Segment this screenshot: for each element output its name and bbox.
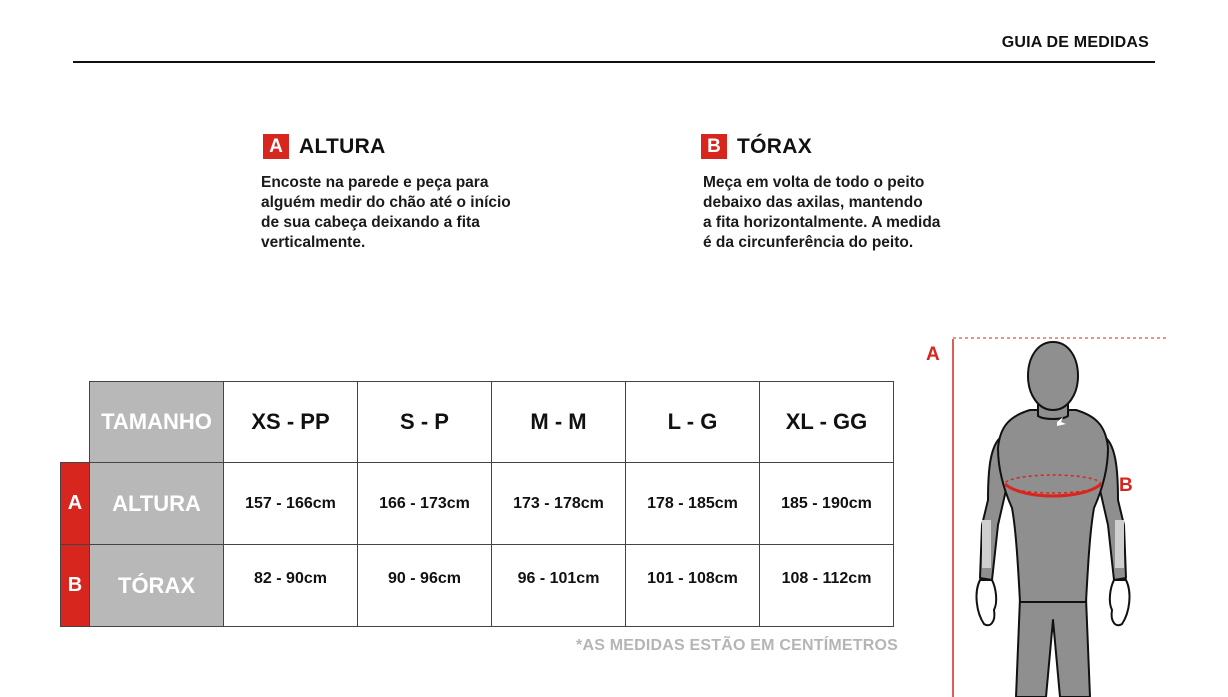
- chest-badge: B: [701, 134, 727, 159]
- units-footnote: *AS MEDIDAS ESTÃO EM CENTÍMETROS: [576, 637, 898, 654]
- section-height: [263, 134, 511, 253]
- table-cell: 185 - 190cm: [760, 463, 894, 545]
- table-cell: 90 - 96cm: [358, 545, 492, 627]
- row-label: ALTURA: [90, 463, 224, 545]
- row-letter: A: [61, 463, 90, 545]
- size-column-header: XL - GG: [760, 382, 894, 463]
- header-divider: [73, 61, 1155, 63]
- suit-silhouette: [980, 342, 1126, 697]
- table-cell: 96 - 101cm: [492, 545, 626, 627]
- sleeve-logo-left: [982, 520, 991, 568]
- table-row-height: [61, 463, 894, 545]
- table-corner: [61, 382, 90, 463]
- size-column-header: XS - PP: [224, 382, 358, 463]
- table-cell: 108 - 112cm: [760, 545, 894, 627]
- size-column-header: L - G: [626, 382, 760, 463]
- table-cell: 82 - 90cm: [224, 545, 358, 627]
- size-header-label: TAMANHO: [90, 382, 224, 463]
- row-label: TÓRAX: [90, 545, 224, 627]
- size-table: [60, 381, 894, 627]
- height-instructions: Encoste na parede e peça para alguém medir do chão até o início de sua cabeça deixando a fita verticalmente.: [261, 174, 511, 251]
- page-title: GUIA DE MEDIDAS: [1001, 34, 1149, 51]
- height-marker-label: A: [926, 344, 940, 365]
- table-cell: 157 - 166cm: [224, 463, 358, 545]
- height-badge: A: [263, 134, 289, 159]
- row-letter: B: [61, 545, 90, 627]
- chest-instructions: Meça em volta de todo o peito debaixo das axilas, mantendo a fita horizontalmente. A medida é da circunferência do peito.: [703, 174, 941, 251]
- table-cell: 178 - 185cm: [626, 463, 760, 545]
- section-chest: [701, 134, 940, 253]
- height-title: ALTURA: [299, 134, 386, 158]
- size-column-header: S - P: [358, 382, 492, 463]
- table-row-chest: [61, 545, 894, 627]
- body-measurement-figure: [918, 330, 1178, 697]
- table-cell: 101 - 108cm: [626, 545, 760, 627]
- chest-title: TÓRAX: [737, 134, 812, 158]
- table-header-row: [61, 382, 894, 463]
- sleeve-logo-right: [1115, 520, 1124, 568]
- chest-marker-label: B: [1119, 475, 1133, 496]
- table-cell: 173 - 178cm: [492, 463, 626, 545]
- table-cell: 166 - 173cm: [358, 463, 492, 545]
- size-column-header: M - M: [492, 382, 626, 463]
